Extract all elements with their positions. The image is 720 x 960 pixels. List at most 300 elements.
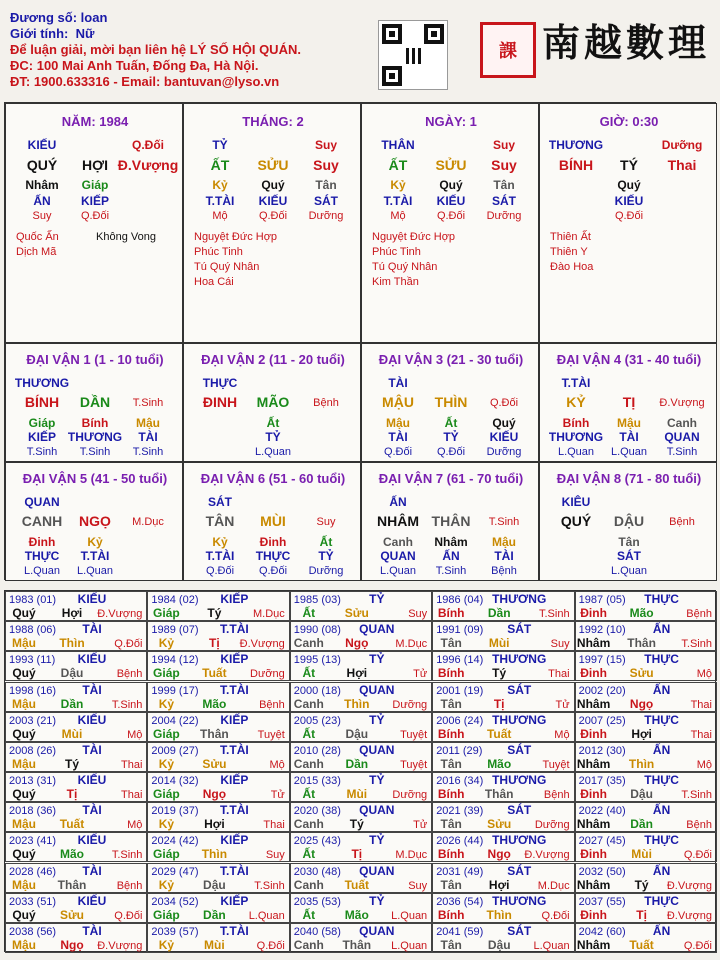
year-label: 2032 (50) <box>578 865 626 878</box>
year-cell <box>290 923 432 953</box>
pillar-cell: ẤT <box>210 157 230 173</box>
daivan-hidden-stage: L.Quan <box>76 565 114 577</box>
year-can: Nhâm <box>576 877 611 892</box>
year-chi: Hợi <box>488 877 510 892</box>
year-ten-god: ẤN <box>652 622 671 637</box>
year-chi: Mão <box>629 606 654 620</box>
year-chi: Dần <box>203 907 226 922</box>
year-label: 2006 (24) <box>436 714 484 727</box>
year-cell <box>575 591 717 621</box>
year-cell <box>290 682 432 712</box>
year-ten-god: SÁT <box>507 863 532 878</box>
year-ten-god: KIẾP <box>220 592 249 606</box>
year-cell <box>432 832 574 862</box>
year-cell <box>5 893 147 923</box>
year-stage: Suy <box>408 879 428 892</box>
pillar-cell: Q.Đối <box>436 210 466 222</box>
year-ten-god: ẤN <box>652 682 671 697</box>
year-cell <box>147 772 289 802</box>
daivan-chi: TỊ <box>622 394 636 410</box>
year-label: 2003 (21) <box>9 714 57 727</box>
pillar-cell: Suy <box>32 210 52 222</box>
daivan-top: THƯƠNG <box>14 376 70 390</box>
pillar-cell: Dưỡng <box>661 138 703 152</box>
pillar-cell: BÍNH <box>558 157 594 173</box>
pillar-title: GIỜ: 0:30 <box>599 114 659 129</box>
year-label: 1984 (02) <box>151 594 199 606</box>
year-cell <box>432 682 574 712</box>
daivan-hidden-ten: TÀI <box>388 430 408 444</box>
daivan-can: ĐINH <box>202 394 238 410</box>
year-chi: Thân <box>200 726 229 741</box>
pillar-cell: Q.Đối <box>80 210 110 222</box>
daivan-hidden-ten: KIẾU <box>489 430 519 444</box>
year-stage: T.Sinh <box>254 879 285 892</box>
daivan-hidden-ten: QUAN <box>380 549 416 563</box>
year-ten-god: KIẾU <box>77 773 107 787</box>
year-label: 2007 (25) <box>578 714 626 727</box>
daivan-hidden-can: Ất <box>319 535 333 549</box>
pillar-cell: SỬU <box>435 157 467 173</box>
year-can: Ất <box>302 606 316 620</box>
year-can: Mậu <box>12 756 36 771</box>
year-can: Canh <box>293 636 324 651</box>
year-cell <box>147 682 289 712</box>
year-label: 1983 (01) <box>9 594 57 606</box>
year-cell <box>5 923 147 953</box>
daivan-hidden-stage: L.Quan <box>557 446 595 458</box>
daivan-top: THỰC <box>202 376 238 390</box>
year-cell <box>147 742 289 772</box>
year-can: Canh <box>293 696 324 711</box>
daivan-hidden-ten: THỰC <box>255 549 291 563</box>
year-label: 1988 (06) <box>9 624 57 637</box>
daivan-title: ĐẠI VẬN 5 (41 - 50 tuổi) <box>22 471 168 486</box>
year-stage: Suy <box>408 608 428 620</box>
year-cell <box>5 802 147 832</box>
daivan-hidden-stage: T.Sinh <box>132 446 164 458</box>
year-cell <box>5 863 147 893</box>
year-ten-god: ẤN <box>652 863 671 878</box>
pillar-cell: T.TÀI <box>205 194 235 208</box>
year-stage: L.Quan <box>533 939 570 952</box>
year-cell <box>147 712 289 742</box>
year-cell <box>290 712 432 742</box>
year-stage: Mộ <box>554 728 570 741</box>
year-ten-god: QUAN <box>359 863 395 878</box>
year-can: Mậu <box>12 817 36 832</box>
year-ten-god: THỰC <box>644 592 679 606</box>
year-cell <box>147 863 289 893</box>
pillar-title: THÁNG: 2 <box>242 114 304 129</box>
daivan-hidden-stage: Q.Đối <box>205 565 235 577</box>
pillar-1 <box>183 103 361 343</box>
year-cell <box>575 621 717 651</box>
daivan-hidden-ten: QUAN <box>664 430 700 444</box>
pillar-cell: T.TÀI <box>383 194 413 208</box>
year-chi: Mùi <box>631 847 652 862</box>
year-cell <box>5 832 147 862</box>
year-ten-god: T.TÀI <box>220 682 249 697</box>
year-chi: Dậu <box>203 877 226 892</box>
pillar-cell: Thai <box>667 157 697 173</box>
year-cell <box>290 742 432 772</box>
daivan-chi: MÃO <box>256 394 290 410</box>
year-cell <box>5 651 147 681</box>
year-chi: Mùi <box>61 726 83 741</box>
year-label: 1996 (14) <box>436 654 484 667</box>
pillar-cell: Dưỡng <box>308 210 344 222</box>
daivan-status: Q.Đối <box>489 397 519 409</box>
year-chi: Tý <box>207 606 222 620</box>
pillar-cell: Nhâm <box>25 178 59 192</box>
year-ten-god: SÁT <box>507 803 532 818</box>
year-can: Ất <box>302 726 316 741</box>
year-chi: Hợi <box>631 726 652 741</box>
daivan-hidden-stage: T.Sinh <box>79 446 111 458</box>
year-chi: Sửu <box>487 817 512 832</box>
year-label: 1990 (08) <box>293 624 341 637</box>
pillar-cell: Dưỡng <box>486 210 522 222</box>
year-stage: Thai <box>548 668 570 681</box>
year-ten-god: THƯƠNG <box>492 652 547 667</box>
year-can: Ất <box>302 847 316 862</box>
pillar-3 <box>539 103 717 343</box>
pillar-cell: Suy <box>313 157 339 173</box>
year-ten-god: T.TÀI <box>220 863 249 878</box>
daivan-status: Suy <box>316 516 336 528</box>
daivan-hidden-ten: TÀI <box>619 430 639 444</box>
year-stage: Mộ <box>696 758 712 771</box>
daivan-hidden-ten: TỶ <box>443 430 459 444</box>
daivan-hidden-ten: T.TÀI <box>205 549 235 563</box>
year-label: 2013 (31) <box>9 775 57 787</box>
daivan-can: TÂN <box>205 513 235 529</box>
pillar-cell: TÝ <box>620 157 638 173</box>
year-can: Giáp <box>153 847 180 862</box>
year-ten-god: TỶ <box>369 773 385 787</box>
year-cell <box>432 651 574 681</box>
daivan-hidden-can: Ất <box>266 416 280 430</box>
year-ten-god: KIẾP <box>220 712 249 727</box>
year-can: Đinh <box>580 907 607 922</box>
year-label: 1989 (07) <box>151 624 199 637</box>
daivan-status: T.Sinh <box>488 516 520 528</box>
year-stage: T.Sinh <box>539 608 570 620</box>
year-cell <box>290 621 432 651</box>
year-can: Giáp <box>153 726 180 741</box>
year-cell <box>575 832 717 862</box>
year-chi: Hợi <box>61 606 83 620</box>
year-cell <box>432 802 574 832</box>
year-chi: Mão <box>202 696 227 711</box>
year-chi: Dậu <box>345 726 369 741</box>
daivan-hidden-stage: Q.Đối <box>436 446 466 458</box>
daivan-hidden-can: Canh <box>667 416 697 430</box>
daivan-hidden-ten: TỶ <box>318 549 334 563</box>
owner-label: Đương số: <box>10 10 78 25</box>
daivan-title: ĐẠI VẬN 1 (1 - 10 tuổi) <box>26 352 164 367</box>
year-ten-god: KIẾP <box>220 773 249 787</box>
year-stage: Bệnh <box>543 789 570 801</box>
pillar-note: Phúc Tinh <box>372 246 421 258</box>
year-ten-god: TỶ <box>369 592 385 606</box>
year-stage: Q.Đối <box>683 939 712 952</box>
pillar-cell: Quý <box>261 178 285 192</box>
pillar-cell: Quý <box>617 178 641 192</box>
year-can: Kỷ <box>158 636 175 651</box>
year-label: 2022 (40) <box>578 805 626 818</box>
year-can: Canh <box>293 877 324 892</box>
daivan-hidden-can: Mậu <box>492 535 516 549</box>
pillar-cell: Mộ <box>390 210 406 222</box>
year-ten-god: TỶ <box>369 712 385 727</box>
year-stage: Mộ <box>696 668 712 681</box>
year-can: Canh <box>293 817 324 832</box>
pillar-cell: Giáp <box>81 178 109 192</box>
year-ten-god: KIẾP <box>220 893 249 908</box>
year-ten-god: ẤN <box>652 923 671 938</box>
pillar-cell: THƯƠNG <box>548 138 604 152</box>
pillar-cell: KIẾU <box>436 194 466 208</box>
pillar-cell: KIẾP <box>80 194 110 208</box>
year-stage: T.Sinh <box>681 789 712 801</box>
year-can: Quý <box>12 666 36 681</box>
year-can: Ất <box>302 787 316 801</box>
year-label: 1999 (17) <box>151 684 199 697</box>
year-can: Giáp <box>153 907 180 922</box>
year-label: 2000 (18) <box>293 684 341 697</box>
year-label: 2001 (19) <box>436 684 484 697</box>
year-label: 1998 (16) <box>9 684 57 697</box>
year-ten-god: KIẾU <box>77 893 107 908</box>
year-chi: Sửu <box>344 606 369 620</box>
year-chi: Tị <box>636 907 647 922</box>
year-ten-god: QUAN <box>359 742 395 757</box>
daivan-can: BÍNH <box>24 394 60 410</box>
daivan-hidden-ten: THƯƠNG <box>548 430 604 444</box>
year-chi: Mùi <box>488 636 510 651</box>
year-cell <box>432 712 574 742</box>
year-stage: M.Dục <box>537 879 570 892</box>
year-stage: Mộ <box>127 819 143 832</box>
year-label: 2030 (48) <box>293 865 341 878</box>
year-cell <box>147 651 289 681</box>
daivan-can: QUÝ <box>560 513 592 529</box>
daivan-4 <box>539 343 717 462</box>
year-chi: Hợi <box>204 817 225 832</box>
year-can: Nhâm <box>576 636 611 651</box>
daivan-hidden-can: Bính <box>81 416 109 430</box>
year-can: Giáp <box>153 787 180 801</box>
pillar-note: Nguyệt Đức Hợp <box>194 231 278 243</box>
year-label: 2004 (22) <box>151 714 199 727</box>
year-stage: T.Sinh <box>681 638 712 651</box>
year-cell <box>5 742 147 772</box>
year-ten-god: THƯƠNG <box>492 893 547 908</box>
year-ten-god: THỰC <box>644 773 679 787</box>
year-chi: Tý <box>64 756 80 771</box>
pillar-note: Không Vong <box>96 231 156 243</box>
year-chi: Dần <box>487 606 511 620</box>
year-chi: Tuất <box>629 937 654 952</box>
year-ten-god: KIẾU <box>77 833 107 848</box>
year-stage: Suy <box>265 849 285 862</box>
year-chi: Ngọ <box>345 636 369 651</box>
year-can: Mậu <box>12 636 36 651</box>
pillar-cell: THÂN <box>381 138 415 152</box>
pillar-cell: Suy <box>491 157 517 173</box>
year-label: 1991 (09) <box>436 624 484 637</box>
daivan-hidden-stage: L.Quan <box>610 446 648 458</box>
daivan-chi: DẬU <box>613 513 645 529</box>
year-stage: Tuyệt <box>400 728 428 741</box>
year-can: Kỷ <box>158 937 175 952</box>
year-cell <box>575 712 717 742</box>
year-can: Tân <box>440 636 462 651</box>
year-chi: Hợi <box>346 666 368 681</box>
year-ten-god: ẤN <box>652 803 671 818</box>
pillar-note: Thiên Y <box>550 246 588 258</box>
year-can: Quý <box>12 847 36 862</box>
pillar-cell: SÁT <box>314 194 338 208</box>
year-can: Quý <box>12 787 36 801</box>
daivan-hidden-ten: TÀI <box>138 430 158 444</box>
year-cell <box>575 893 717 923</box>
pillar-cell: Tân <box>493 178 515 192</box>
year-label: 2015 (33) <box>293 775 341 787</box>
year-stage: Dưỡng <box>250 668 285 681</box>
year-cell <box>147 802 289 832</box>
year-label: 2018 (36) <box>9 805 57 818</box>
year-ten-god: T.TÀI <box>220 803 249 818</box>
daivan-hidden-ten: ẤN <box>442 549 460 563</box>
header-info <box>10 10 301 90</box>
year-cell <box>290 802 432 832</box>
daivan-can: NHÂM <box>377 513 419 529</box>
year-can: Kỷ <box>158 696 175 711</box>
year-can: Tân <box>440 696 462 711</box>
daivan-hidden-can: Kỷ <box>87 535 103 549</box>
year-stage: L.Quan <box>391 939 428 952</box>
year-chi: Dậu <box>60 666 84 681</box>
year-label: 2037 (55) <box>578 895 626 908</box>
pillar-cell: Q.Đối <box>132 138 164 152</box>
daivan-status: Bệnh <box>313 397 339 409</box>
year-chi: Tý <box>634 877 649 892</box>
year-chi: Tị <box>66 787 78 801</box>
year-stage: L.Quan <box>248 909 285 922</box>
year-chi: Ngọ <box>487 847 511 862</box>
year-chi: Thân <box>342 937 372 952</box>
year-cell <box>432 772 574 802</box>
owner-value: loan <box>80 10 108 25</box>
year-label: 2002 (20) <box>578 684 626 697</box>
year-label: 1987 (05) <box>578 594 626 606</box>
logo: 南越數理 <box>542 20 711 65</box>
year-stage: Bệnh <box>686 819 712 832</box>
year-ten-god: THƯƠNG <box>492 592 547 606</box>
year-label: 2027 (45) <box>578 835 626 848</box>
pillar-note: Thiên Ất <box>550 231 591 243</box>
year-can: Ất <box>302 666 316 681</box>
year-stage: Q.Đối <box>541 909 570 922</box>
pillar-note: Tú Quý Nhân <box>372 261 438 273</box>
pillar-cell: TỶ <box>212 138 228 152</box>
daivan-chi: MÙI <box>260 513 286 529</box>
pillar-note: Dịch Mã <box>16 246 57 258</box>
year-label: 2005 (23) <box>293 714 341 727</box>
year-stage: Dưỡng <box>534 819 570 832</box>
year-can: Bính <box>437 666 465 681</box>
daivan-hidden-ten: THƯƠNG <box>67 430 123 444</box>
daivan-title: ĐẠI VẬN 6 (51 - 60 tuổi) <box>200 471 346 486</box>
year-cell <box>575 863 717 893</box>
year-cell <box>5 621 147 651</box>
daivan-title: ĐẠI VẬN 2 (11 - 20 tuổi) <box>201 352 345 367</box>
daivan-top: TÀI <box>388 376 408 390</box>
daivan-7 <box>361 462 539 581</box>
year-cell <box>147 621 289 651</box>
daivan-top: KIÊU <box>561 495 591 509</box>
year-label: 2039 (57) <box>151 925 199 938</box>
year-stage: Bệnh <box>686 608 712 620</box>
year-can: Nhâm <box>576 696 611 711</box>
daivan-5 <box>5 462 183 581</box>
year-label: 2026 (44) <box>436 835 484 848</box>
year-chi: Dần <box>630 817 653 832</box>
year-ten-god: KIẾU <box>77 592 107 606</box>
year-stage: Tử <box>413 668 428 681</box>
daivan-hidden-can: Đinh <box>28 535 56 549</box>
year-label: 2010 (28) <box>293 744 341 757</box>
year-can: Đinh <box>580 847 607 862</box>
year-chi: Thìn <box>201 847 228 862</box>
year-stage: Mộ <box>127 728 143 741</box>
year-ten-god: THỰC <box>644 652 679 667</box>
year-cell <box>290 772 432 802</box>
daivan-hidden-ten: TỶ <box>265 430 281 444</box>
year-cell <box>575 682 717 712</box>
year-can: Tân <box>440 877 462 892</box>
year-can: Bính <box>437 726 465 741</box>
pillar-note: Hoa Cái <box>194 276 234 288</box>
year-ten-god: SÁT <box>507 682 532 697</box>
daivan-hidden-ten: SÁT <box>617 549 641 563</box>
daivan-hidden-stage: T.Sinh <box>26 446 58 458</box>
year-ten-god: ẤN <box>652 742 671 757</box>
gender-value: Nữ <box>75 26 95 41</box>
year-chi: Thân <box>484 787 514 801</box>
year-chi: Mùi <box>346 787 368 801</box>
daivan-hidden-can: Tân <box>618 535 640 549</box>
year-can: Bính <box>437 787 465 801</box>
year-chi: Mùi <box>204 937 225 952</box>
daivan-status: Đ.Vượng <box>659 397 705 409</box>
year-cell <box>432 863 574 893</box>
year-label: 2028 (46) <box>9 865 57 878</box>
daivan-hidden-can: Quý <box>492 416 516 430</box>
year-cell <box>5 591 147 621</box>
contact-line: Để luận giải, mời bạn liên hệ LÝ SỐ HỘI QUÁN. <box>10 42 301 57</box>
address-line: ĐC: 100 Mai Anh Tuấn, Đống Đa, Hà Nội. <box>10 58 259 73</box>
year-label: 1985 (03) <box>293 594 341 606</box>
year-ten-god: KIẾP <box>220 652 249 667</box>
daivan-hidden-stage: L.Quan <box>254 446 292 458</box>
year-can: Tân <box>440 756 462 771</box>
year-cell <box>290 832 432 862</box>
year-ten-god: T.TÀI <box>220 622 249 637</box>
